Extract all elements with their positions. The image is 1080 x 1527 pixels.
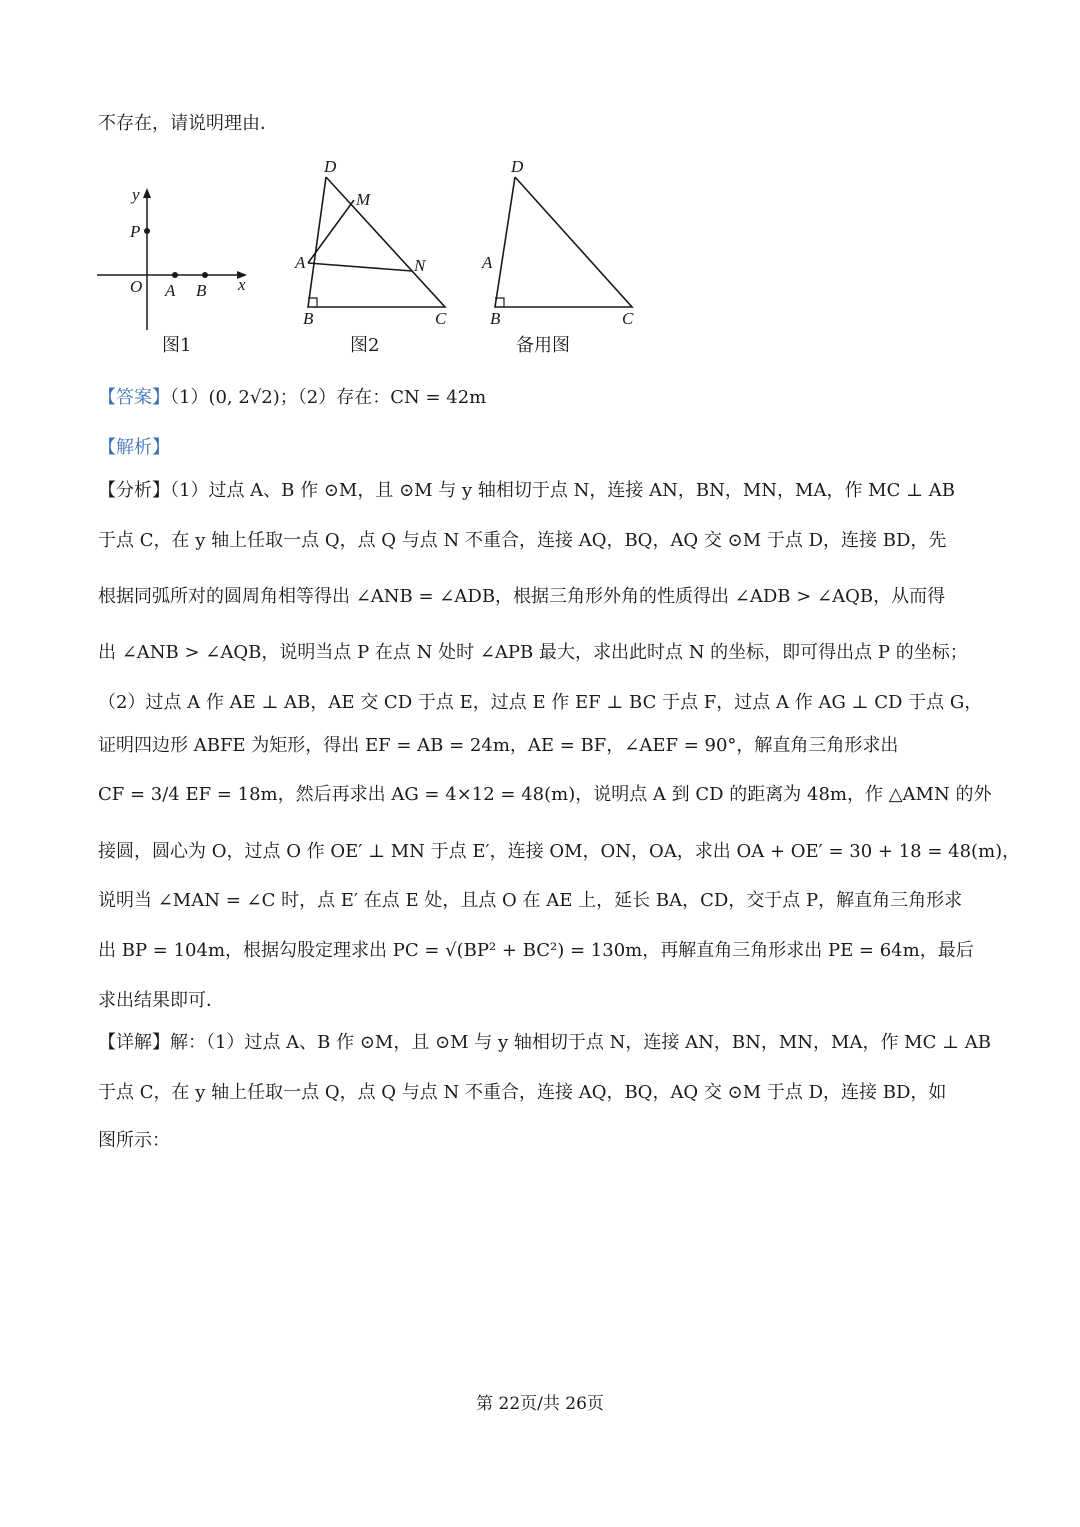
fig3-label-a: A [482,253,493,272]
fig2-label-n: N [414,256,426,275]
fig1-label-o: O [130,277,143,296]
analysis-line: 【分析】（1）过点 A、B 作 ⊙M，且 ⊙M 与 y 轴相切于点 N，连接 AN，BN，MN，MA，作 MC ⊥ AB [98,480,955,501]
fig2-label-a: A [295,253,306,272]
analysis-line: 求出结果即可． [98,990,224,1011]
fig2-label-d: D [324,157,337,176]
detail-line: 图所示： [98,1130,170,1151]
analysis-line: 证明四边形 ABFE 为矩形，得出 EF = AB = 24m，AE = BF，∠AEF = 90°，解直角三角形求出 [98,735,899,756]
fig2-label-b: B [303,309,314,328]
detail-line: 于点 C，在 y 轴上任取一点 Q，点 Q 与点 N 不重合，连接 AQ，BQ，AQ 交 ⊙M 于点 D，连接 BD，如 [98,1082,947,1103]
fig1-label-b: B [196,281,207,300]
analysis-line: 出 BP = 104m，根据勾股定理求出 PC = √(BP² + BC²) = 130m，再解直角三角形求出 PE = 64m，最后 [98,940,974,961]
fig3-caption: 备用图 [516,335,570,356]
fig3-label-d: D [511,157,524,176]
analysis-line: 接圆，圆心为 O，过点 O 作 OE′ ⊥ MN 于点 E′，连接 OM，ON，OA，求出 OA + OE′ = 30 + 18 = 48(m)， [98,841,1021,862]
detail-line: 【详解】解：（1）过点 A、B 作 ⊙M，且 ⊙M 与 y 轴相切于点 N，连接 AN，BN，MN，MA，作 MC ⊥ AB [98,1032,991,1053]
fig1-label-y: y [132,185,140,204]
page-footer: 第 22页/共 26页 [476,1394,604,1414]
analysis-line: 出 ∠ANB > ∠AQB，说明当点 P 在点 N 处时 ∠APB 最大，求出此时点 N 的坐标，即可得出点 P 的坐标； [98,642,968,663]
figure-2 [290,155,465,335]
fig2-caption: 图2 [350,335,380,356]
fig3-label-b: B [490,309,501,328]
fig2-label-c: C [435,309,447,328]
fig2-label-m: M [356,190,371,209]
analysis-line: 根据同弧所对的圆周角相等得出 ∠ANB = ∠ADB，根据三角形外角的性质得出 ∠ADB > ∠AQB，从而得 [98,586,946,607]
figure-3 [477,155,652,335]
intro-text: 不存在，请说明理由． [98,113,278,134]
fig1-label-a: A [165,281,176,300]
analysis-tag: 【解析】 [98,437,170,458]
fig1-label-x: x [238,275,246,294]
analysis-line: CF = 3/4 EF = 18m，然后再求出 AG = 4×12 = 48(m)，说明点 A 到 CD 的距离为 48m，作 △AMN 的外 [98,784,992,805]
answer-tag: 【答案】 [98,387,170,408]
fig1-label-p: P [130,222,141,241]
fig3-label-c: C [622,309,634,328]
analysis-line: （2）过点 A 作 AE ⊥ AB，AE 交 CD 于点 E，过点 E 作 EF ⊥ BC 于点 F，过点 A 作 AG ⊥ CD 于点 G， [98,692,983,713]
fig1-caption: 图1 [162,335,192,356]
analysis-line: 于点 C，在 y 轴上任取一点 Q，点 Q 与点 N 不重合，连接 AQ，BQ，AQ 交 ⊙M 于点 D，连接 BD，先 [98,530,947,551]
answer-text: （1）(0, 2√2)；（2）存在：CN = 42m [170,387,487,408]
figure-1 [92,180,262,340]
answer-line [98,386,982,410]
analysis-line: 说明当 ∠MAN = ∠C 时，点 E′ 在点 E 处，且点 O 在 AE 上，延长 BA，CD，交于点 P，解直角三角形求 [98,890,963,911]
